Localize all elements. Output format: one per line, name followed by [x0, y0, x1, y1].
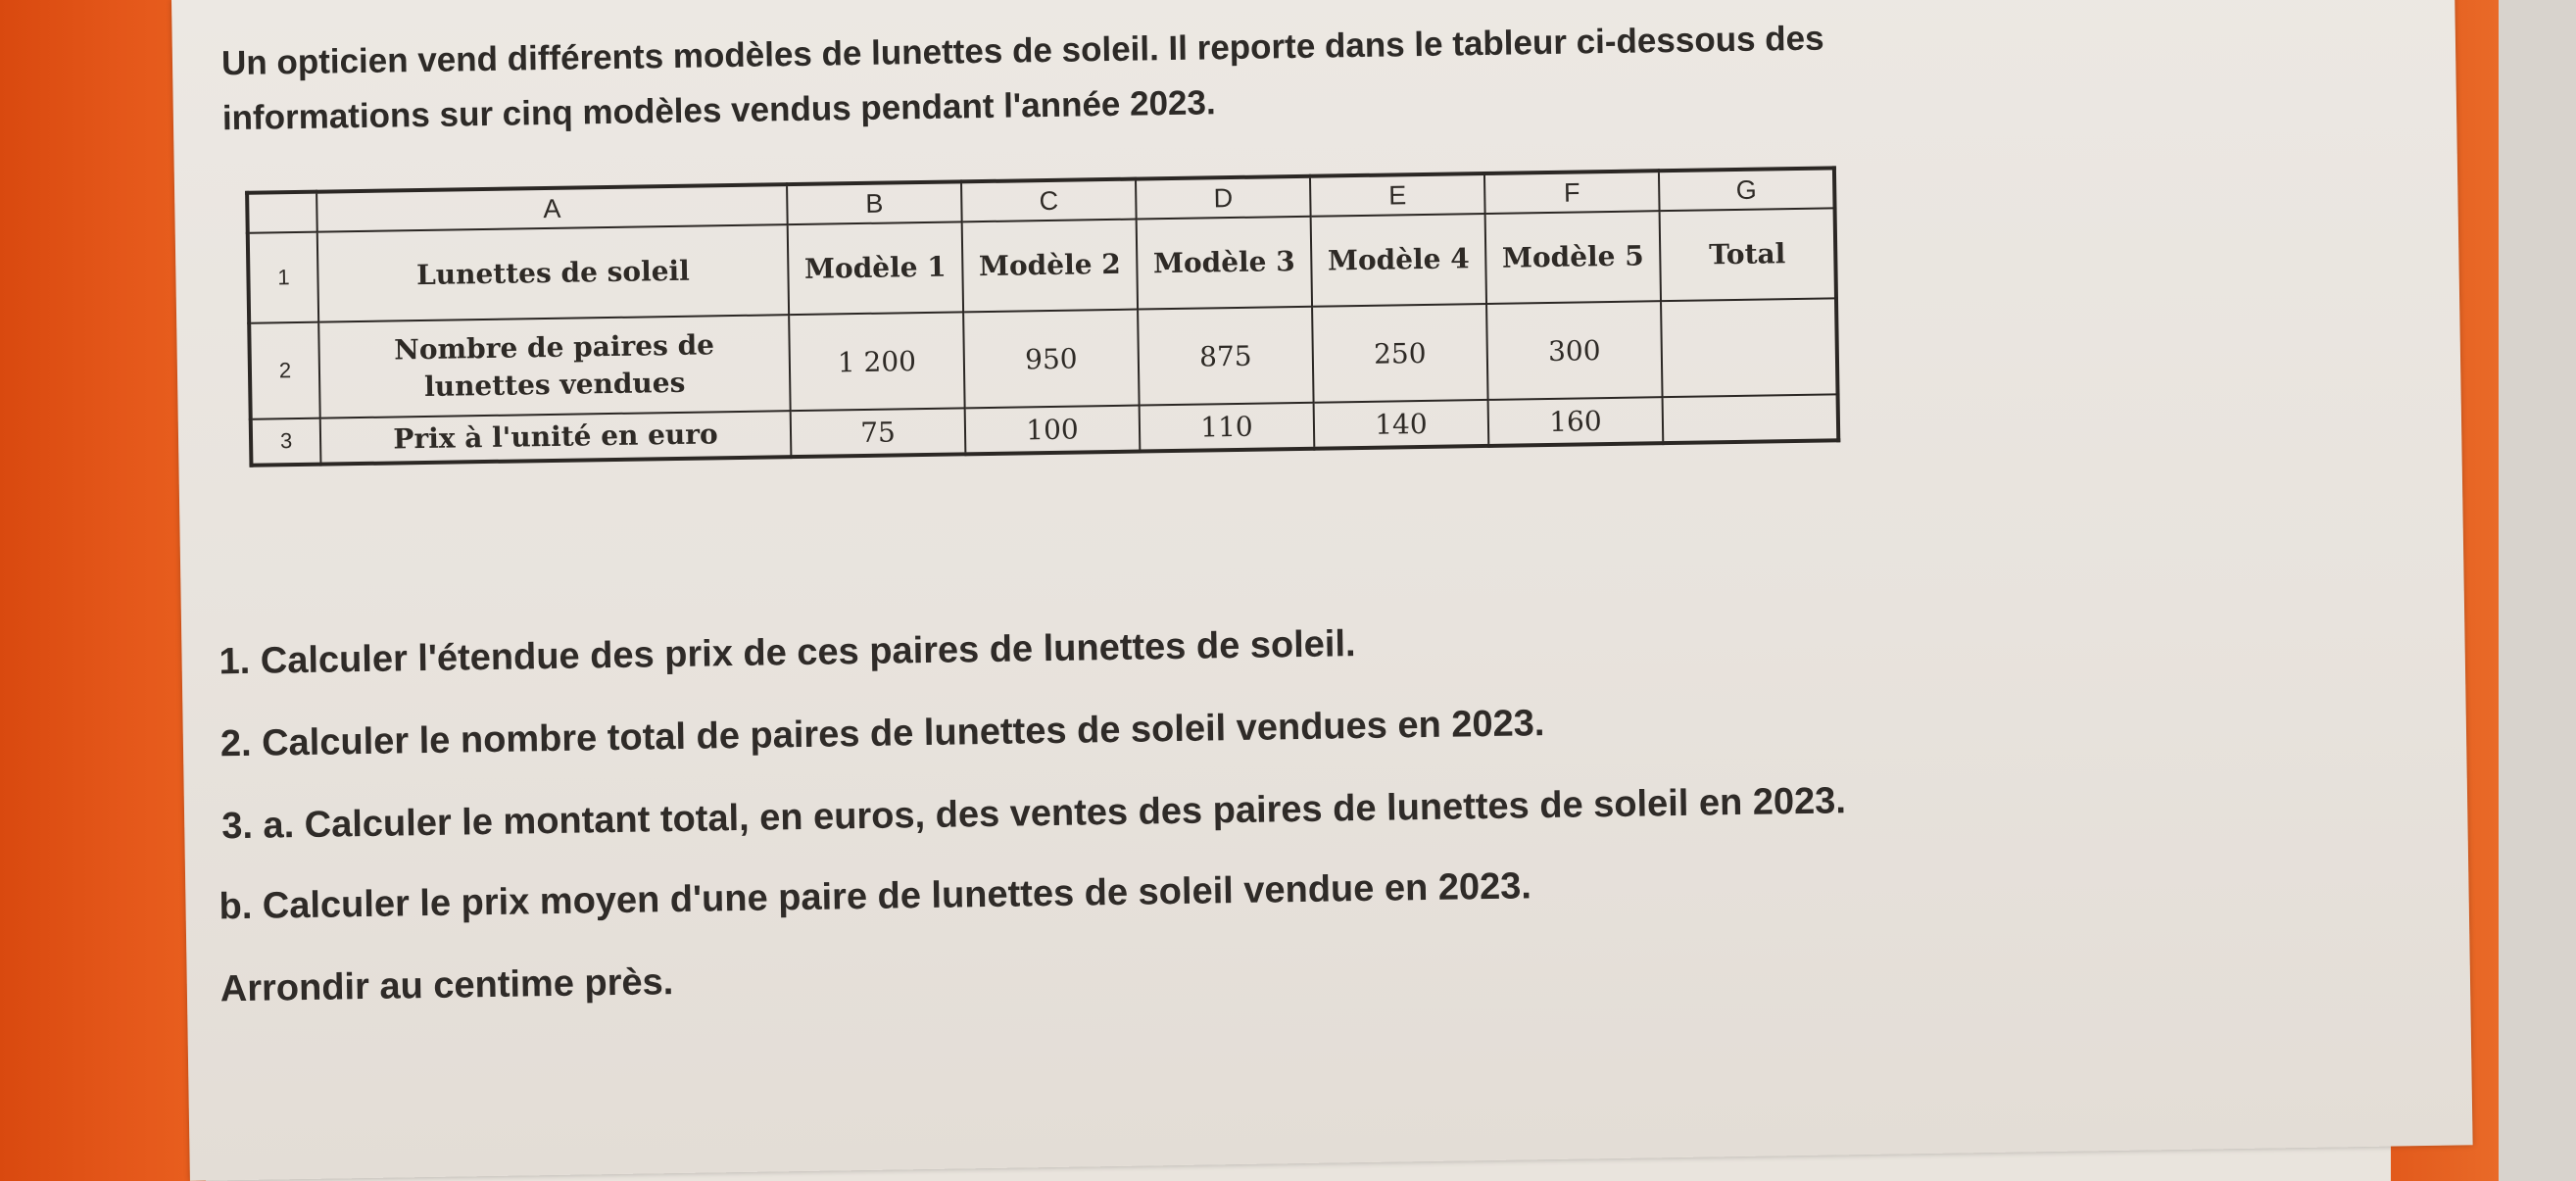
question-3b: b. Calculer le prix moyen d'une paire de lunettes de soleil vendue en 2023. — [219, 865, 1532, 928]
cell-d2: 875 — [1138, 307, 1314, 406]
rounding-note: Arrondir au centime près. — [219, 961, 674, 1010]
cell-e3: 140 — [1314, 400, 1489, 449]
cell-f1: Modèle 5 — [1485, 211, 1661, 304]
cell-c2: 950 — [963, 310, 1140, 409]
row-number: 2 — [249, 322, 320, 419]
row-label — [318, 315, 790, 418]
intro-line-2: informations sur cinq modèles vendus pendant l'année 2023. — [221, 83, 1216, 138]
col-header-d: D — [1136, 176, 1311, 220]
cell-g1: Total — [1660, 208, 1836, 301]
corner-cell — [247, 192, 317, 233]
intro-line-1: Un opticien vend différents modèles de lunettes de soleil. Il reporte dans le tableur ci-dessous des — [220, 19, 1824, 83]
cell-e2: 250 — [1312, 304, 1488, 403]
row-label: Lunettes de soleil — [317, 224, 789, 322]
row-number: 3 — [251, 418, 321, 466]
cell-f3: 160 — [1488, 397, 1664, 446]
col-header-g: G — [1659, 168, 1835, 211]
row-number: 1 — [248, 232, 318, 323]
row-label-line-1: Nombre de paires de — [393, 328, 715, 367]
paper-page — [171, 0, 2473, 1181]
cell-g2 — [1661, 298, 1838, 397]
col-header-b: B — [787, 181, 962, 224]
cell-d1: Modèle 3 — [1137, 217, 1312, 310]
cell-g3 — [1663, 394, 1839, 443]
cell-c3: 100 — [965, 406, 1141, 455]
col-header-c: C — [961, 179, 1137, 222]
question-3a: 3. a. Calculer le montant total, en euros, des ventes des paires de lunettes de soleil en 2023. — [220, 780, 1847, 848]
cell-b3: 75 — [791, 408, 966, 457]
question-2: 2. Calculer le nombre total de paires de lunettes de soleil vendues en 2023. — [219, 703, 1545, 765]
cell-b2: 1 200 — [789, 312, 965, 411]
col-header-e: E — [1310, 173, 1485, 217]
col-header-f: F — [1484, 171, 1660, 214]
cell-f2: 300 — [1486, 301, 1663, 400]
row-label: Prix à l'unité en euro — [320, 411, 792, 465]
background-right — [2499, 0, 2576, 1181]
cell-c1: Modèle 2 — [962, 220, 1138, 313]
questions-list — [201, 608, 2357, 1010]
exercise-intro — [221, 5, 2242, 146]
col-header-a: A — [316, 184, 788, 232]
spreadsheet-table — [245, 166, 1840, 467]
question-1: 1. Calculer l'étendue des prix de ces paires de lunettes de soleil. — [219, 623, 1356, 683]
row-label-line-2: lunettes vendues — [423, 366, 686, 403]
cell-d3: 110 — [1140, 403, 1315, 452]
cell-b1: Modèle 1 — [788, 221, 963, 315]
cell-e1: Modèle 4 — [1311, 214, 1486, 307]
